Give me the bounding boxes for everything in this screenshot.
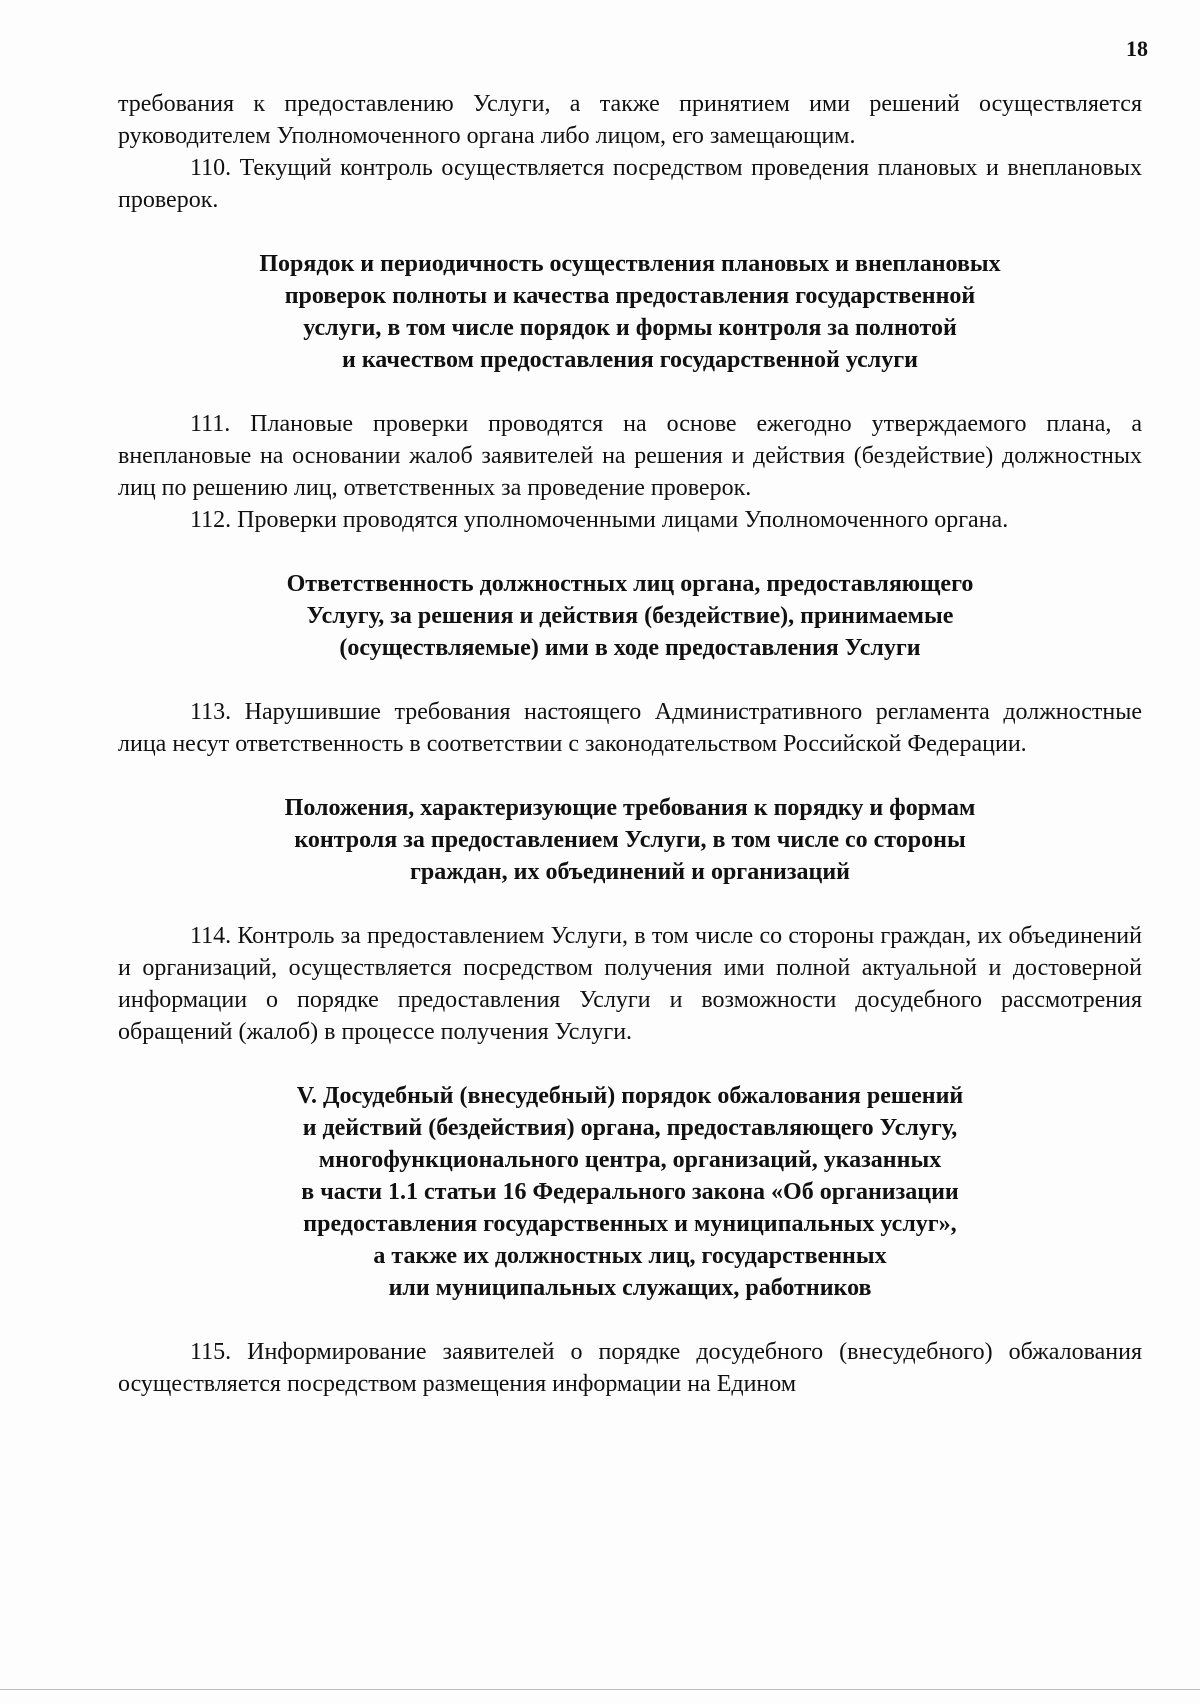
heading-line: (осуществляемые) ими в ходе предоставления Услуги [339,635,921,661]
heading-section-5 [118,1080,1142,1304]
paragraph-112: 112. Проверки проводятся уполномоченными лицами Уполномоченного органа. [190,507,1009,533]
heading-line: проверок полноты и качества предоставления государственной [284,283,976,309]
page-number: 18 [1126,36,1148,61]
heading-line: Порядок и периодичность осуществления плановых и внеплановых [259,251,1001,277]
paragraph-114: 114. Контроль за предоставлением Услуги, в том числе со стороны граждан, их объединений и организаций, осуществляется посредством получения ими полной актуальной и достоверной информации о порядке предоставления Услуги и возможности досудебного рассмотрения обращений (жалоб) в процессе получения Услуги. [118,923,1142,1045]
heading-responsibility [118,568,1142,664]
bottom-scan-edge [0,1689,1200,1690]
heading-line: предоставления государственных и муниципальных услуг», [303,1211,957,1237]
heading-provisions [118,792,1142,888]
heading-line: граждан, их объединений и организаций [410,859,850,885]
heading-line: Положения, характеризующие требования к порядку и формам [284,795,976,821]
heading-line: контроля за предоставлением Услуги, в том числе со стороны [294,827,966,853]
heading-line: а также их должностных лиц, государственных [373,1243,887,1269]
heading-line: V. Досудебный (внесудебный) порядок обжалования решений [296,1083,964,1109]
paragraph-115: 115. Информирование заявителей о порядке досудебного (внесудебного) обжалования осуществляется посредством размещения информации на Едином [118,1339,1142,1397]
heading-line: Ответственность должностных лиц органа, предоставляющего [286,571,974,597]
heading-line: услуги, в том числе порядок и формы контроля за полнотой [303,315,957,341]
heading-line: или муниципальных служащих, работников [388,1275,872,1301]
paragraph-110: 110. Текущий контроль осуществляется посредством проведения плановых и внеплановых проверок. [118,155,1142,213]
heading-line: и действий (бездействия) органа, предоставляющего Услугу, [302,1115,958,1141]
heading-line: Услугу, за решения и действия (бездействие), принимаемые [306,603,954,629]
heading-line: многофункционального центра, организаций, указанных [318,1147,942,1173]
paragraph-continuation: требования к предоставлению Услуги, а также принятием ими решений осуществляется руководителем Уполномоченного органа либо лицом, его замещающим. [118,91,1142,149]
heading-checks-procedure [118,248,1142,376]
paragraph-111: 111. Плановые проверки проводятся на основе ежегодно утверждаемого плана, а внеплановые на основании жалоб заявителей на решения и действия (бездействие) должностных лиц по решению лиц, ответственных за проведение проверок. [118,411,1142,501]
paragraph-113: 113. Нарушившие требования настоящего Административного регламента должностные лица несут ответственность в соответствии с законодательством Российской Федерации. [118,699,1142,757]
heading-line: и качеством предоставления государственной услуги [342,347,918,373]
heading-line: в части 1.1 статьи 16 Федерального закона «Об организации [301,1179,959,1205]
document-body [118,88,1142,1400]
